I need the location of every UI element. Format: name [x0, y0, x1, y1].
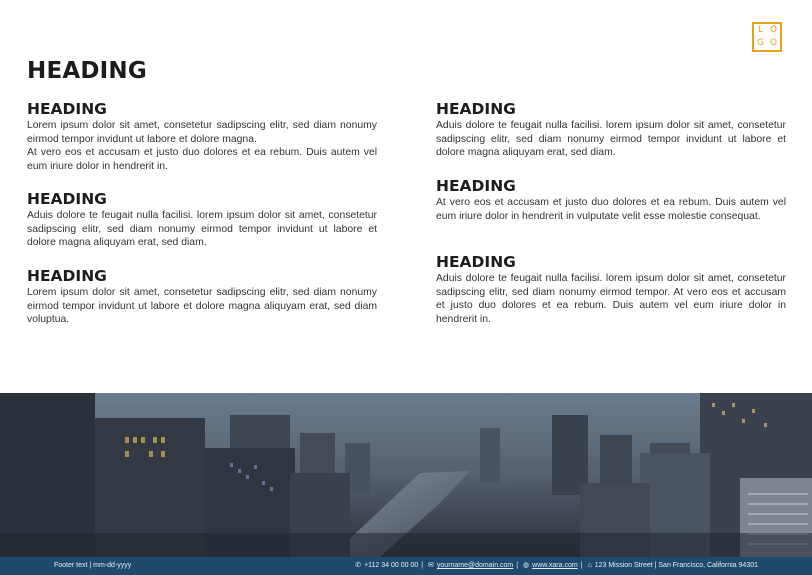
- section-body: Aduis dolore te feugait nulla facilisi. lorem ipsum dolor sit amet, consetetur sadipscing elitr, sed diam nonumy eirmod tempor. At vero eos et accusam et justo duo dolores et ea rebum. Duis autem vel eum iriure dolor in hendrerit in.: [436, 273, 786, 325]
- footer-separator: |: [516, 562, 519, 569]
- content-section: [436, 253, 786, 326]
- logo: [752, 22, 782, 52]
- section-heading: HEADING: [436, 177, 516, 195]
- footer-address: 123 Mission Street | San Francisco, California 94301: [594, 562, 758, 569]
- logo-letter: O: [769, 38, 778, 48]
- footer-separator: |: [580, 562, 583, 569]
- footer-text: Footer text | mm-dd-yyyy: [54, 562, 132, 569]
- section-heading: HEADING: [27, 267, 107, 285]
- section-body: Lorem ipsum dolor sit amet, consetetur sadipscing elitr, sed diam nonumy eirmod tempor invidunt ut labore et dolore magna. At vero eos et accusam et justo duo dolores et ea rebum. Duis autem vel eum iriure dolor in hendrerit in.: [27, 120, 377, 172]
- footer: [0, 557, 812, 575]
- skyline-illustration: [0, 393, 812, 557]
- section-body: Lorem ipsum dolor sit amet, consetetur sadipscing elitr, sed diam nonumy eirmod tempor invidunt ut labore et dolore magna aliquyam erat, sed diam voluptua.: [27, 287, 377, 326]
- content-section: [436, 100, 786, 160]
- section-body: At vero eos et accusam et justo duo dolores et ea rebum. Duis autem vel eum iriure dolor in hendrerit in vulputate velit esse molestie consequat.: [436, 197, 786, 222]
- city-skyline-image: [0, 393, 812, 557]
- content-section: [436, 177, 786, 223]
- logo-letter: G: [757, 38, 764, 48]
- footer-phone: +112 34 00 00 00: [364, 562, 419, 569]
- content-section: [27, 100, 377, 173]
- page-title: HEADING: [27, 58, 147, 84]
- content-section: [27, 267, 377, 327]
- phone-icon: ✆: [355, 562, 362, 569]
- section-heading: HEADING: [27, 190, 107, 208]
- logo-letter: L: [757, 25, 763, 35]
- footer-email-link[interactable]: yourname@domain.com: [436, 562, 514, 569]
- content-section: [27, 190, 377, 250]
- section-heading: HEADING: [436, 253, 516, 271]
- home-icon: ⌂: [587, 562, 592, 569]
- footer-contact: [355, 557, 758, 575]
- section-body: Aduis dolore te feugait nulla facilisi. lorem ipsum dolor sit amet, consetetur sadipscing elitr, sed diam nonumy eirmod tempor invidunt ut labore et dolore magna aliquyam erat, sed diam.: [436, 120, 786, 159]
- globe-icon: ◍: [523, 562, 530, 569]
- section-heading: HEADING: [436, 100, 516, 118]
- section-heading: HEADING: [27, 100, 107, 118]
- footer-separator: |: [421, 562, 424, 569]
- logo-letter: O: [769, 25, 778, 35]
- section-body: Aduis dolore te feugait nulla facilisi. lorem ipsum dolor sit amet, consetetur sadipscing elitr, sed diam nonumy eirmod tempor invidunt ut labore et dolore magna aliquyam erat, sed diam.: [27, 210, 377, 249]
- footer-website-link[interactable]: www.xara.com: [532, 562, 578, 569]
- envelope-icon: ✉: [428, 562, 434, 569]
